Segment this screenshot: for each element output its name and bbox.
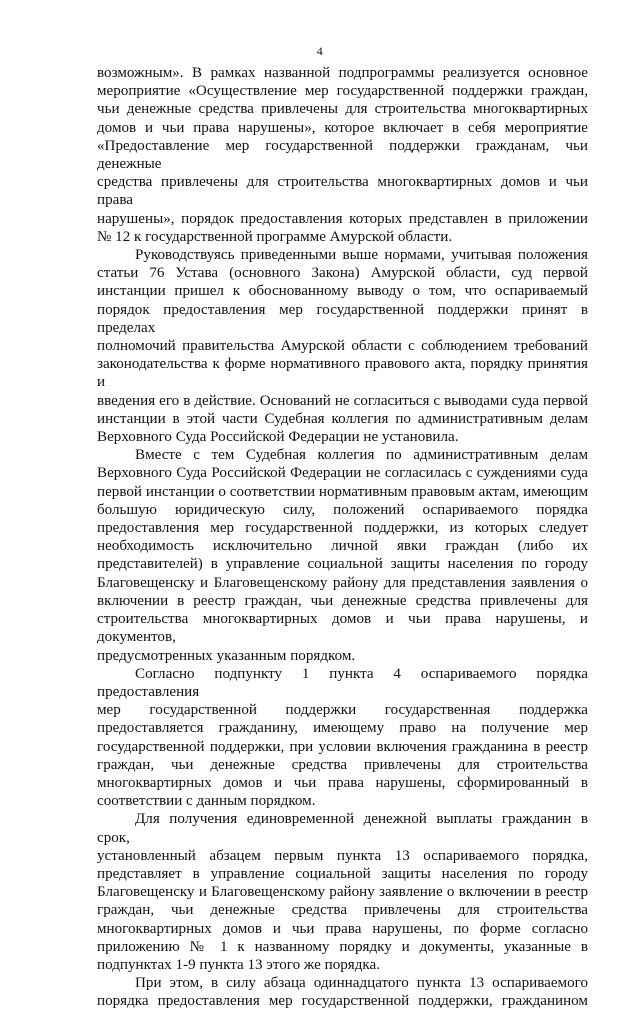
text-line: первой инстанции о соответствии нормативным правовым актам, имеющим xyxy=(97,483,588,500)
text-line: Для получения единовременной денежной выплаты гражданин в срок, xyxy=(97,811,588,846)
text-line: Верховного Суда Российской Федерации не согласилась с суждениями суда xyxy=(97,465,588,482)
text-line: мер государственной поддержки государственная поддержка xyxy=(97,702,588,719)
text-line: мероприятие «Осуществление мер государственной поддержки граждан, xyxy=(97,83,588,100)
text-line: При этом, в силу абзаца одиннадцатого пункта 13 оспариваемого xyxy=(135,975,588,992)
text-line: большую юридическую силу, положений оспариваемого порядка xyxy=(97,501,588,518)
text-line: включении в реестр граждан, чьи денежные средства привлечены для xyxy=(97,592,588,609)
text-line: установленный абзацем первым пункта 13 оспариваемого порядка, xyxy=(97,847,588,864)
text-line: домов и чьи права нарушены», которое включает в себя мероприятие xyxy=(97,119,588,136)
text-line: приложению № 1 к названному порядку и документы, указанные в xyxy=(97,938,588,955)
text-line: статьи 76 Устава (основного Закона) Амурской области, суд первой xyxy=(97,265,588,282)
text-line: возможным». В рамках названной подпрограммы реализуется основное xyxy=(97,65,588,81)
text-line: чьи денежные средства привлечены для строительства многоквартирных xyxy=(97,101,588,118)
document-body xyxy=(97,64,588,1011)
text-line: граждан, чьи денежные средства привлечены для строительства xyxy=(97,902,588,919)
text-line: подпунктах 1-9 пункта 13 этого же порядка. xyxy=(97,956,380,973)
text-line: Благовещенску и Благовещенскому району заявление о включении в реестр xyxy=(97,884,588,901)
text-line: нарушены», порядок предоставления которых представлен в приложении xyxy=(97,210,588,227)
text-line: Верховного Суда Российской Федерации не установила. xyxy=(97,429,459,446)
text-line: Благовещенску и Благовещенскому району для представления заявления о xyxy=(97,574,588,591)
text-line: введения его в действие. Оснований не согласиться с выводами суда первой xyxy=(97,392,588,409)
text-line: государственной поддержки, при условии включения гражданина в реестр xyxy=(97,738,588,755)
text-line: необходимость исключительно личной явки граждан (либо их xyxy=(97,538,588,555)
text-line: законодательства к форме нормативного правового акта, порядку принятия и xyxy=(97,356,588,391)
text-line: полномочий правительства Амурской области с соблюдением требований xyxy=(97,338,588,355)
text-line: средства привлечены для строительства многоквартирных домов и чьи права xyxy=(97,174,588,209)
text-line: Согласно подпункту 1 пункта 4 оспариваемого порядка предоставления xyxy=(97,665,588,700)
text-line: предоставления мер государственной поддержки, из которых следует xyxy=(97,520,588,537)
text-line: порядка предоставления мер государственной поддержки, гражданином xyxy=(97,993,588,1010)
text-line: многоквартирных домов и чьи права нарушены, сформированный в xyxy=(97,774,588,791)
text-line: Вместе с тем Судебная коллегия по административным делам xyxy=(135,447,588,464)
text-line: Руководствуясь приведенными выше нормами, учитывая положения xyxy=(135,247,588,264)
text-line: порядок предоставления мер государственной поддержки принят в пределах xyxy=(97,301,588,336)
text-line: № 12 к государственной программе Амурской области. xyxy=(97,228,453,245)
text-line: строительства многоквартирных домов и чьи права нарушены, и документов, xyxy=(97,611,588,646)
text-line: представляет в управление социальной защиты населения по городу xyxy=(97,865,588,882)
text-line: граждан, чьи денежные средства привлечены для строительства xyxy=(97,756,588,773)
text-line: «Предоставление мер государственной поддержки гражданам, чьи денежные xyxy=(97,137,588,173)
text-line: соответствии с данным порядком. xyxy=(97,793,316,810)
page-number: 4 xyxy=(316,44,324,58)
text-line: представителей) в управление социальной защиты населения по городу xyxy=(97,556,588,573)
text-line: инстанции пришел к обоснованному выводу о том, что оспариваемый xyxy=(97,283,588,300)
text-line: многоквартирных домов и чьи права нарушены, по форме согласно xyxy=(97,920,588,937)
text-line: инстанции в этой части Судебная коллегия по административным делам xyxy=(97,410,588,427)
text-line: предусмотренных указанным порядком. xyxy=(97,647,356,664)
text-line: предоставляется гражданину, имеющему право на получение мер xyxy=(97,720,588,737)
